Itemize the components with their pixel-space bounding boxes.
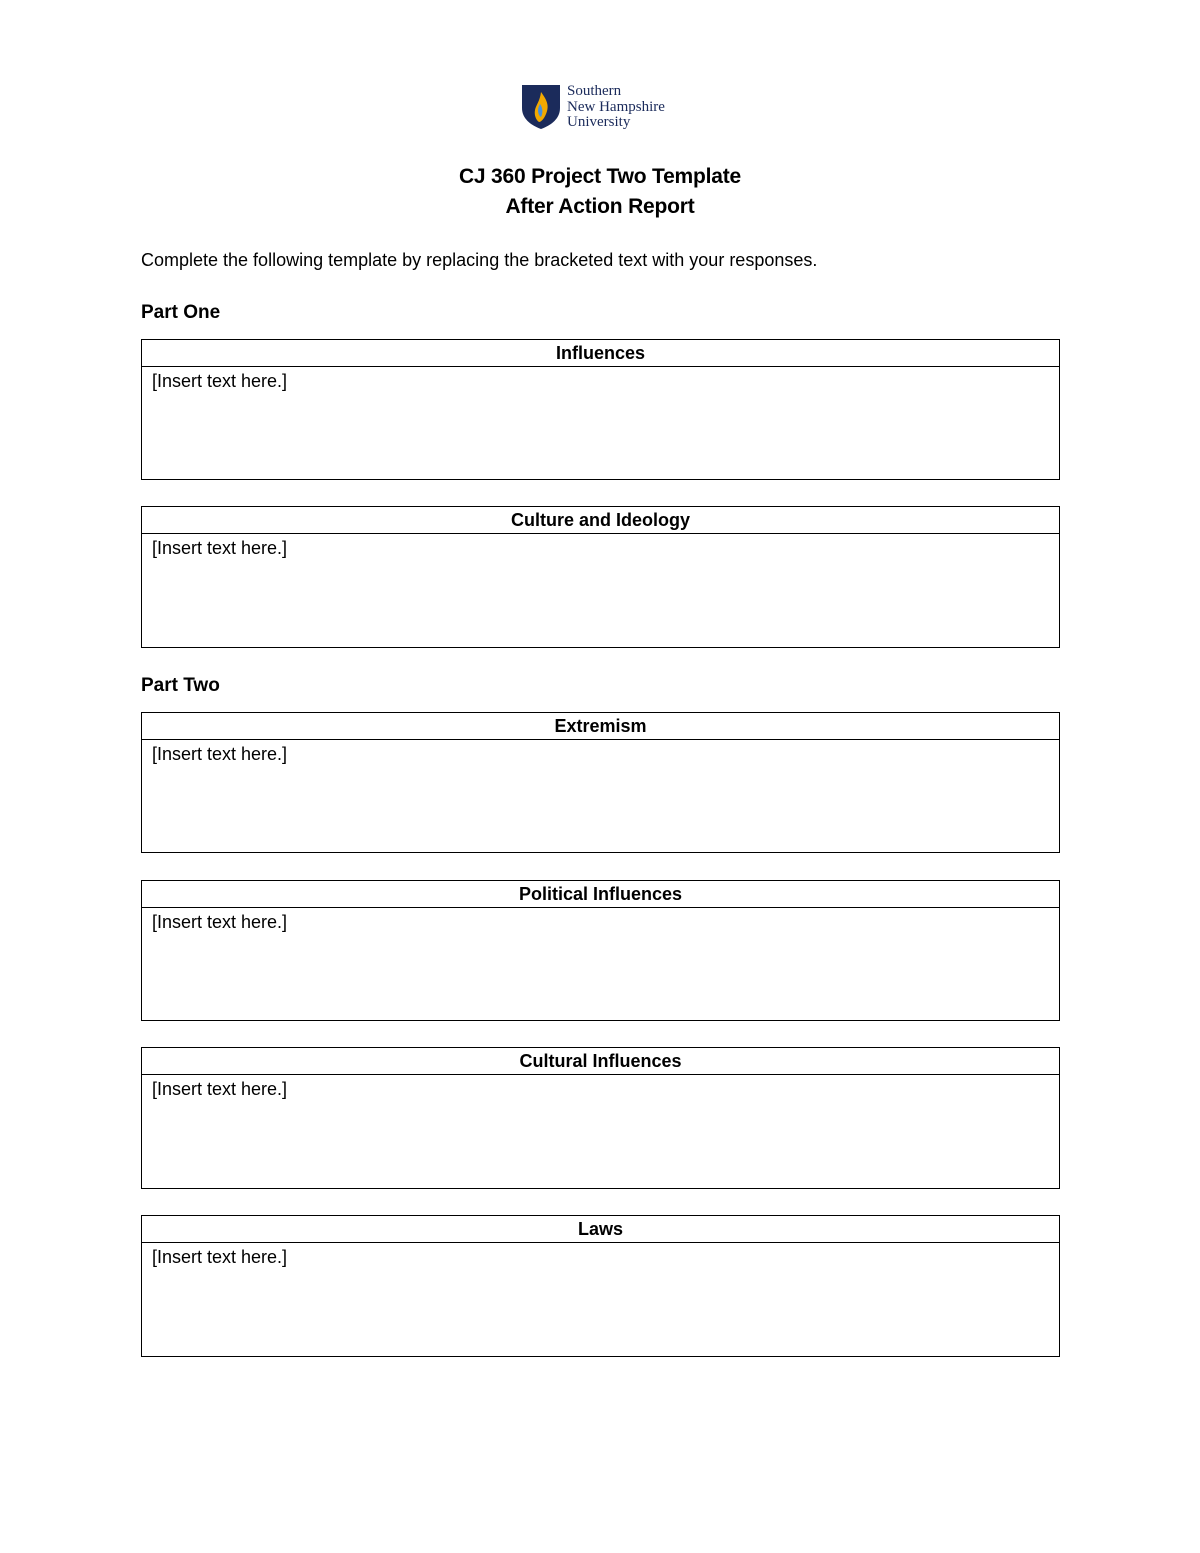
section-header: Laws <box>142 1216 1059 1243</box>
logo-line-1: Southern <box>567 83 622 99</box>
section-header: Culture and Ideology <box>142 507 1059 534</box>
document-subtitle: After Action Report <box>505 195 695 218</box>
shield-flame-icon <box>521 84 561 130</box>
section-header: Influences <box>142 340 1059 367</box>
logo-line-3: University <box>567 114 631 130</box>
section-table-culture-and-ideology <box>141 506 1060 648</box>
section-response-field[interactable]: [Insert text here.] <box>152 912 288 932</box>
section-header: Cultural Influences <box>142 1048 1059 1075</box>
section-response-field[interactable]: [Insert text here.] <box>152 744 288 764</box>
part-one-heading: Part One <box>141 302 221 323</box>
section-response-field[interactable]: [Insert text here.] <box>152 538 288 558</box>
document-title: CJ 360 Project Two Template <box>458 165 742 188</box>
section-header: Extremism <box>142 713 1059 740</box>
snhu-logo <box>521 84 691 132</box>
logo-wordmark <box>567 84 665 131</box>
section-table-extremism <box>141 712 1060 853</box>
section-table-influences <box>141 339 1060 480</box>
section-table-political-influences <box>141 880 1060 1021</box>
section-header: Political Influences <box>142 881 1059 908</box>
section-response-field[interactable]: [Insert text here.] <box>152 371 288 391</box>
part-two-heading: Part Two <box>141 675 220 696</box>
section-table-laws <box>141 1215 1060 1357</box>
section-response-field[interactable]: [Insert text here.] <box>152 1079 288 1099</box>
instructions-text: Complete the following template by replacing the bracketed text with your responses. <box>141 250 818 270</box>
section-response-field[interactable]: [Insert text here.] <box>152 1247 288 1267</box>
logo-line-2: New Hampshire <box>567 98 665 115</box>
section-table-cultural-influences <box>141 1047 1060 1189</box>
